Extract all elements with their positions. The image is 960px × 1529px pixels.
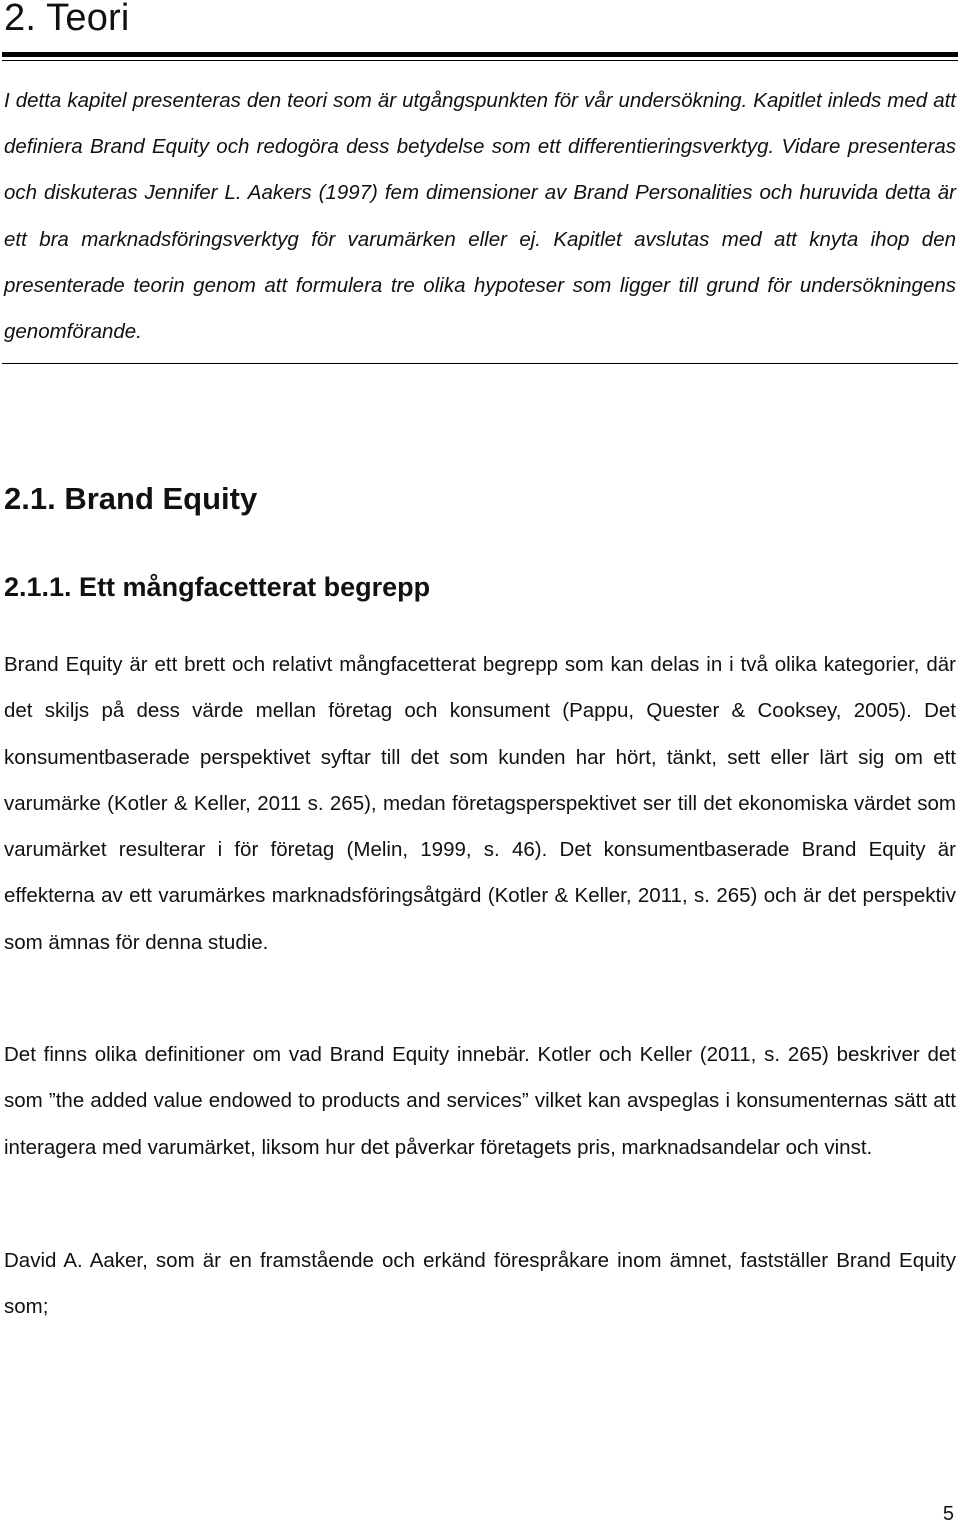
body-paragraph: Det finns olika definitioner om vad Brand Equity innebär. Kotler och Keller (2011, s. 265) beskriver det som ”the added value endowed to products and services” vilket kan avspeglas i konsumenternas sätt att interagera med varumärket, liksom hur det påverkar företagets pris, marknadsandelar och vinst.: [4, 1043, 956, 1159]
body-paragraph: Brand Equity är ett brett och relativt mångfacetterat begrepp som kan delas in i två olika kategorier, där det skiljs på dess värde mellan företag och konsument (Pappu, Quester & Cooksey, 2005). Det konsumentbaserade perspektivet syftar till det som kunden har hört, tänkt, sett eller lärt sig om ett varumärke (Kotler & Keller, 2011 s. 265), medan företagsperspektivet ser till det ekonomiska värdet som varumärket resulterar i för företag (Melin, 1999, s. 46). Det konsumentbaserade Brand Equity är effekterna av ett varumärkes marknadsföringsåtgärd (Kotler & Keller, 2011, s. 265) och är det perspektiv som ämnas för denna studie.: [4, 653, 956, 954]
intro-divider: [2, 363, 958, 364]
chapter-intro: I detta kapitel presenteras den teori som är utgångspunkten för vår undersökning. Kapitlet inleds med att definiera Brand Equity och redogöra dess betydelse som ett differentieringsverktyg. Vidare presenteras och diskuteras Jennifer L. Aakers (1997) fem dimensioner av Brand Personalities och huruvida detta är ett bra marknadsföringsverktyg för varumärken eller ej. Kapitlet avslutas med att knyta ihop den presenterade teorin genom att formulera tre olika hypoteser som ligger till grund för undersökningens genomförande.: [4, 89, 956, 344]
page-number: 5: [942, 1503, 954, 1525]
section-heading: 2.1. Brand Equity: [4, 481, 258, 516]
body-paragraph: David A. Aaker, som är en framstående och erkänd förespråkare inom ämnet, fastställer Brand Equity som;: [4, 1249, 956, 1319]
title-underline-thin: [2, 60, 958, 61]
title-underline-thick: [2, 52, 958, 57]
subsection-heading: 2.1.1. Ett mångfacetterat begrepp: [4, 572, 431, 602]
chapter-title: 2. Teori: [4, 0, 130, 39]
